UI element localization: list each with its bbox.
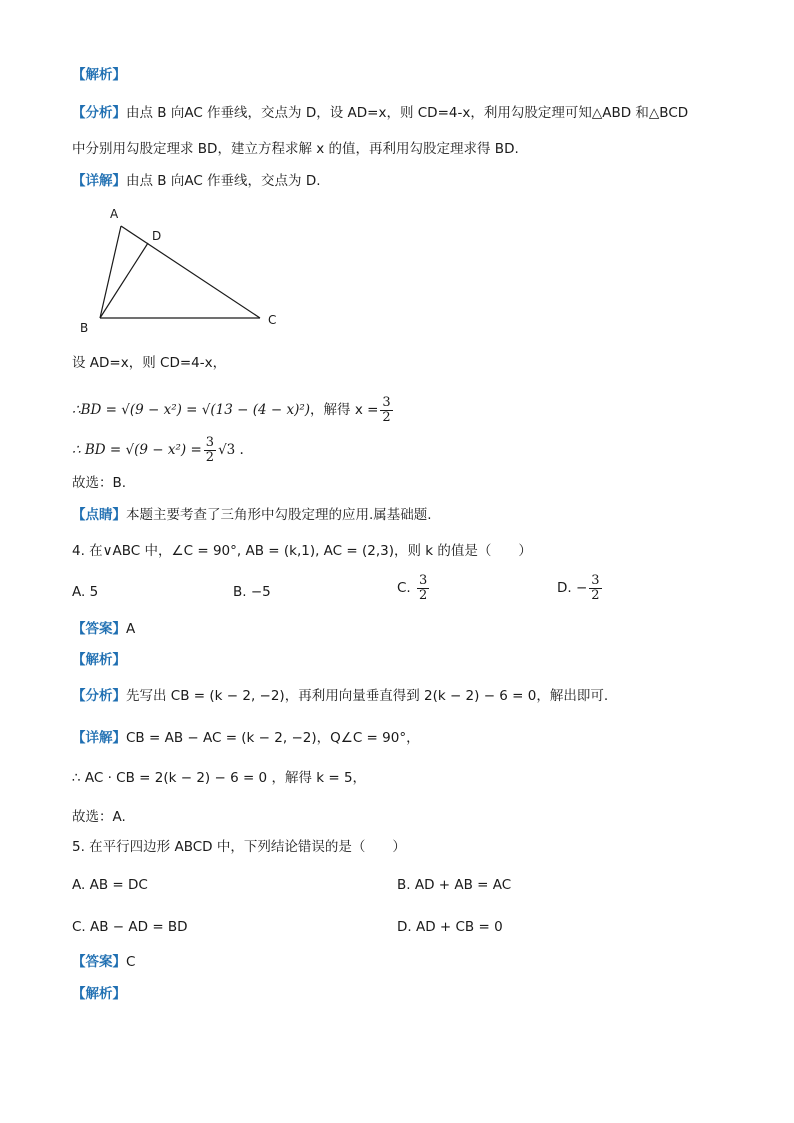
xiangjie-tag: 【详解】	[72, 173, 126, 189]
xiangjie-text: 由点 B 向AC 作垂线，交点为 D.	[126, 173, 321, 189]
q5-analysis-heading: 【解析】	[72, 986, 126, 1002]
step-3-equation: ∴ BD = √(9 − x²) =	[72, 442, 202, 458]
step-2-equation: ∴BD = √(9 − x²) = √(13 − (4 − x)²)	[72, 402, 311, 418]
edge-ab	[100, 226, 121, 318]
q4-answer-line	[72, 620, 135, 638]
q4-option-d: D. − $\frac{3}{2}$	[557, 573, 600, 603]
triangle-figure	[72, 200, 292, 340]
dianjing-tag: 【点睛】	[72, 507, 126, 523]
q5-stem: 5. 在平行四边形 ABCD 中，下列结论错误的是（ ）	[72, 839, 406, 855]
label-c: C	[268, 313, 277, 327]
analysis-line-1	[72, 104, 688, 122]
q4-answer-tag: 【答案】	[72, 621, 126, 637]
q5-option-a: A. AB = DC	[72, 877, 148, 893]
q5-answer-tag: 【答案】	[72, 954, 126, 970]
detail-line	[72, 172, 321, 190]
edge-bd	[100, 243, 148, 318]
q4-fenxi-tag: 【分析】	[72, 688, 126, 704]
q4-fenxi-text: 先写出 CB = (k − 2, −2)，再利用向量垂直得到 2(k − 2) − 6 = 0，解出即可.	[126, 688, 609, 704]
step-3-fraction: $\frac{3}{2}$	[205, 435, 215, 465]
q5-answer-line	[72, 953, 135, 971]
step-1: 设 AD=x，则 CD=4-x，	[72, 355, 227, 371]
dianjing-line	[72, 506, 432, 524]
analysis-line-2: 中分别用勾股定理求 BD，建立方程求解 x 的值，再利用勾股定理求得 BD.	[72, 141, 519, 157]
analysis-heading: 【解析】	[72, 67, 126, 83]
q4-xiangjie-tag: 【详解】	[72, 730, 126, 746]
step-2-fraction: $\frac{3}{2}$	[382, 395, 391, 425]
dianjing-text: 本题主要考查了三角形中勾股定理的应用.属基础题.	[126, 507, 432, 523]
q5-answer: C	[126, 954, 136, 970]
q4-option-c: C. $\frac{3}{2}$	[397, 573, 428, 603]
q4-xiangjie-text: CB = AB − AC = (k − 2, −2)，Q∠C = 90°，	[126, 730, 420, 746]
q4-fenxi-line	[72, 687, 608, 705]
q4-analysis-heading: 【解析】	[72, 652, 126, 668]
q4-answer: A	[126, 621, 136, 637]
step-3	[72, 436, 244, 465]
q5-option-d: D. AD + CB = 0	[397, 919, 503, 935]
q5-option-c: C. AB − AD = BD	[72, 919, 188, 935]
choice-b-result: 故选：B.	[72, 475, 127, 491]
label-a: A	[110, 207, 119, 221]
step-2-solve: ，解得 x =	[310, 402, 379, 418]
fenxi-text-1: 由点 B 向AC 作垂线，交点为 D，设 AD=x，则 CD=4-x，利用勾股定理可知△ABD 和△BCD	[126, 105, 689, 121]
q4-option-b: B. −5	[233, 584, 271, 600]
step-3-right: √3 .	[218, 442, 244, 458]
label-b: B	[80, 321, 89, 335]
q4-stem: 4. 在∨ABC 中，∠C = 90°, AB = (k,1), AC = (2,3)，则 k 的值是（ ）	[72, 543, 532, 559]
q4-choice-result: 故选：A.	[72, 809, 126, 825]
q4-option-a: A. 5	[72, 584, 99, 600]
q5-option-b: B. AD + AB = AC	[397, 877, 512, 893]
fenxi-tag: 【分析】	[72, 105, 126, 121]
edge-ac	[121, 226, 260, 318]
step-2	[72, 396, 395, 425]
q4-step: ∴ AC · CB = 2(k − 2) − 6 = 0 ，解得 k = 5，	[72, 770, 367, 786]
q4-detail-line	[72, 729, 420, 747]
label-d: D	[152, 229, 162, 243]
